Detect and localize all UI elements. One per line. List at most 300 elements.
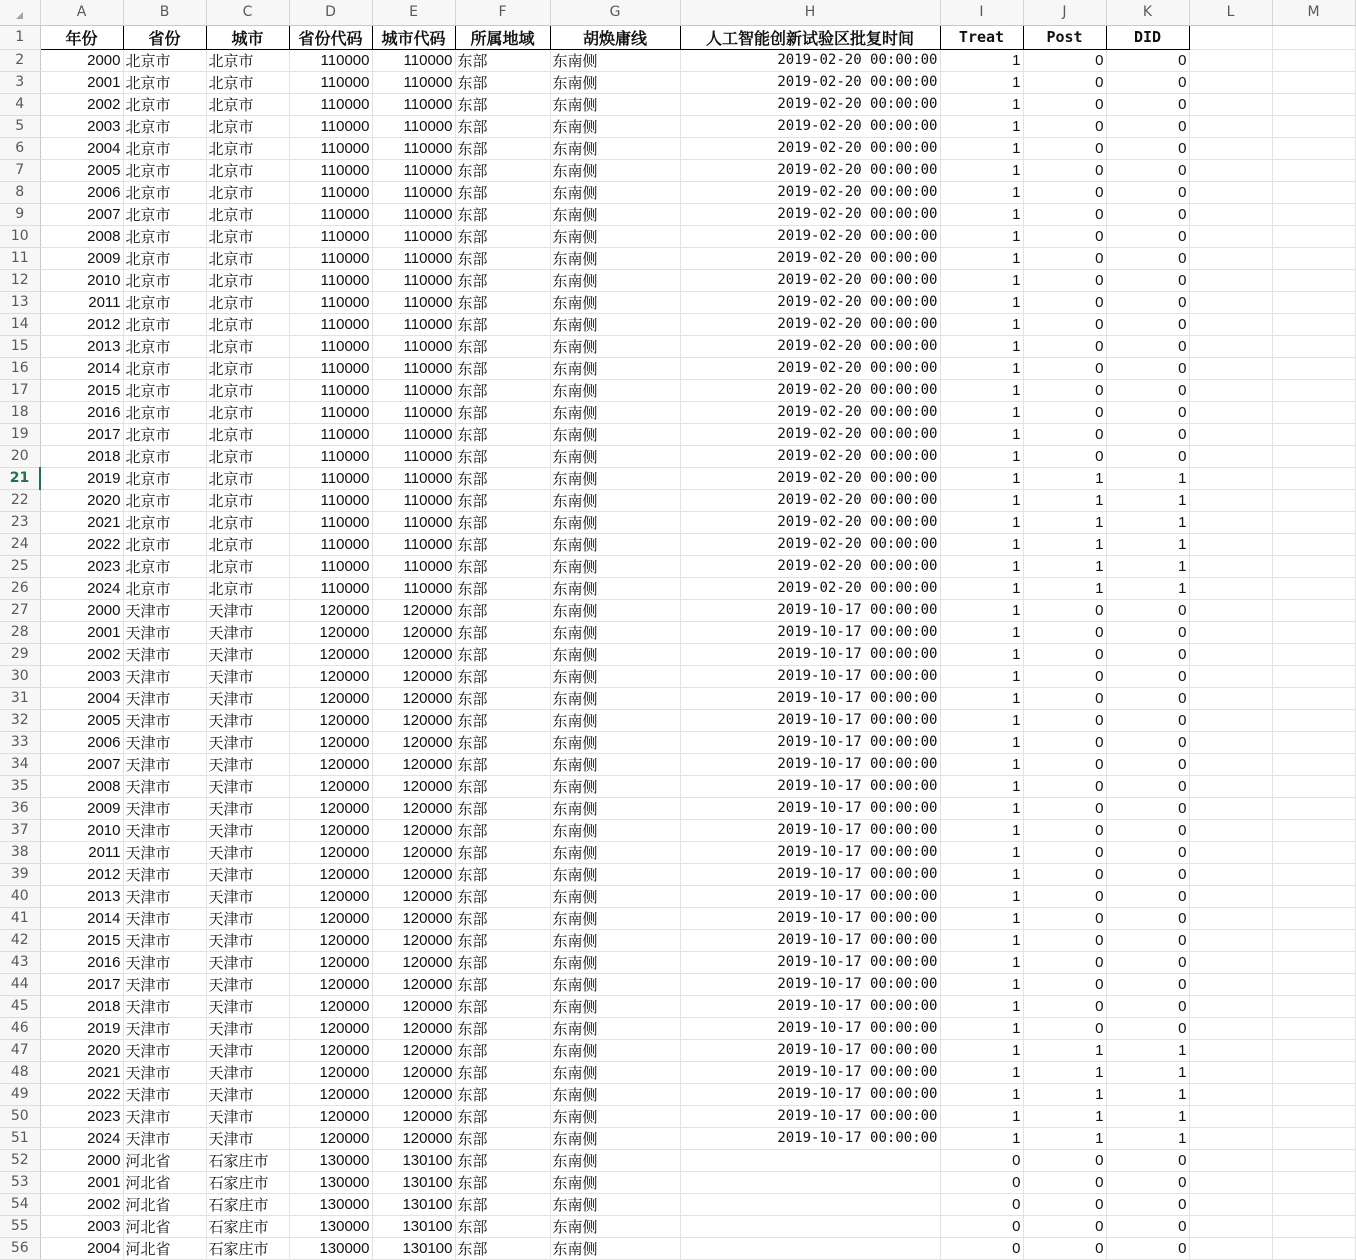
field-header-cell[interactable]: 所属地域 <box>455 25 550 49</box>
cell[interactable]: 东南侧 <box>550 423 680 445</box>
cell[interactable]: 110000 <box>289 93 372 115</box>
cell[interactable]: 0 <box>1106 907 1189 929</box>
cell[interactable]: 2019-10-17 00:00:00 <box>680 819 940 841</box>
cell[interactable]: 东南侧 <box>550 335 680 357</box>
cell[interactable]: 东部 <box>455 1105 550 1127</box>
cell[interactable] <box>1272 841 1355 863</box>
cell[interactable]: 河北省 <box>123 1237 206 1259</box>
cell[interactable]: 110000 <box>289 445 372 467</box>
cell[interactable]: 北京市 <box>123 225 206 247</box>
cell[interactable]: 2019-02-20 00:00:00 <box>680 71 940 93</box>
cell[interactable]: 0 <box>1023 995 1106 1017</box>
cell[interactable]: 120000 <box>372 797 455 819</box>
cell[interactable] <box>1189 929 1272 951</box>
cell[interactable]: 北京市 <box>206 203 289 225</box>
cell[interactable]: 东部 <box>455 423 550 445</box>
cell[interactable]: 110000 <box>372 225 455 247</box>
row-header[interactable]: 27 <box>0 599 40 621</box>
cell[interactable]: 1 <box>940 335 1023 357</box>
cell[interactable]: 1 <box>940 577 1023 599</box>
cell[interactable] <box>1272 885 1355 907</box>
cell[interactable]: 0 <box>1023 445 1106 467</box>
cell[interactable]: 120000 <box>289 643 372 665</box>
cell[interactable]: 天津市 <box>123 1061 206 1083</box>
cell[interactable]: 天津市 <box>206 797 289 819</box>
cell[interactable] <box>1272 489 1355 511</box>
cell[interactable] <box>1272 665 1355 687</box>
cell[interactable]: 0 <box>1106 1237 1189 1259</box>
cell[interactable]: 1 <box>940 819 1023 841</box>
cell[interactable]: 1 <box>940 907 1023 929</box>
cell[interactable]: 0 <box>1106 775 1189 797</box>
cell[interactable]: 东南侧 <box>550 1061 680 1083</box>
cell[interactable]: 0 <box>1023 137 1106 159</box>
cell[interactable]: 110000 <box>372 577 455 599</box>
cell[interactable]: 110000 <box>372 137 455 159</box>
cell[interactable]: 天津市 <box>206 1127 289 1149</box>
cell[interactable]: 0 <box>1106 181 1189 203</box>
cell[interactable]: 1 <box>940 225 1023 247</box>
cell[interactable]: 130000 <box>289 1215 372 1237</box>
cell[interactable]: 0 <box>1023 709 1106 731</box>
field-header-cell[interactable]: 省份 <box>123 25 206 49</box>
cell[interactable]: 1 <box>1023 1105 1106 1127</box>
cell[interactable]: 1 <box>940 1105 1023 1127</box>
cell[interactable]: 110000 <box>289 577 372 599</box>
cell[interactable]: 110000 <box>372 401 455 423</box>
cell[interactable]: 2019-10-17 00:00:00 <box>680 753 940 775</box>
cell[interactable]: 120000 <box>289 753 372 775</box>
cell[interactable]: 1 <box>940 93 1023 115</box>
cell[interactable]: 北京市 <box>206 379 289 401</box>
row-header[interactable]: 36 <box>0 797 40 819</box>
cell[interactable]: 1 <box>940 1083 1023 1105</box>
cell[interactable]: 120000 <box>372 995 455 1017</box>
cell[interactable]: 110000 <box>372 269 455 291</box>
row-header[interactable]: 10 <box>0 225 40 247</box>
cell[interactable]: 东南侧 <box>550 533 680 555</box>
cell[interactable]: 东南侧 <box>550 819 680 841</box>
cell[interactable]: 东部 <box>455 181 550 203</box>
cell[interactable]: 1 <box>1106 467 1189 489</box>
cell[interactable] <box>1272 1171 1355 1193</box>
cell[interactable]: 0 <box>940 1215 1023 1237</box>
cell[interactable]: 北京市 <box>206 181 289 203</box>
field-header-cell[interactable]: 城市 <box>206 25 289 49</box>
cell[interactable]: 130100 <box>372 1237 455 1259</box>
field-header-cell[interactable] <box>1272 25 1355 49</box>
cell[interactable]: 2019-10-17 00:00:00 <box>680 973 940 995</box>
cell[interactable]: 110000 <box>372 423 455 445</box>
cell[interactable]: 2019-02-20 00:00:00 <box>680 357 940 379</box>
cell[interactable]: 0 <box>1023 159 1106 181</box>
cell[interactable]: 0 <box>1106 863 1189 885</box>
cell[interactable] <box>1189 973 1272 995</box>
cell[interactable]: 2016 <box>40 401 123 423</box>
cell[interactable]: 2018 <box>40 995 123 1017</box>
cell[interactable]: 天津市 <box>206 995 289 1017</box>
cell[interactable]: 北京市 <box>206 533 289 555</box>
cell[interactable]: 120000 <box>372 1105 455 1127</box>
cell[interactable]: 1 <box>940 599 1023 621</box>
row-header[interactable]: 12 <box>0 269 40 291</box>
cell[interactable]: 0 <box>1106 665 1189 687</box>
cell[interactable]: 1 <box>940 489 1023 511</box>
cell[interactable]: 0 <box>1106 1171 1189 1193</box>
cell[interactable]: 2019-10-17 00:00:00 <box>680 907 940 929</box>
cell[interactable]: 2021 <box>40 1061 123 1083</box>
cell[interactable]: 110000 <box>289 247 372 269</box>
cell[interactable]: 2009 <box>40 247 123 269</box>
row-header[interactable]: 2 <box>0 49 40 71</box>
cell[interactable]: 110000 <box>372 291 455 313</box>
cell[interactable]: 东南侧 <box>550 1083 680 1105</box>
cell[interactable] <box>1189 137 1272 159</box>
cell[interactable] <box>1189 203 1272 225</box>
cell[interactable]: 0 <box>1106 423 1189 445</box>
cell[interactable]: 1 <box>940 401 1023 423</box>
cell[interactable]: 东部 <box>455 775 550 797</box>
cell[interactable]: 0 <box>1023 951 1106 973</box>
cell[interactable]: 东南侧 <box>550 269 680 291</box>
cell[interactable]: 天津市 <box>206 863 289 885</box>
cell[interactable]: 0 <box>1106 1215 1189 1237</box>
row-header[interactable]: 8 <box>0 181 40 203</box>
cell[interactable]: 天津市 <box>123 819 206 841</box>
cell[interactable]: 2015 <box>40 929 123 951</box>
cell[interactable]: 东南侧 <box>550 577 680 599</box>
column-header-j[interactable]: J <box>1023 0 1106 25</box>
cell[interactable] <box>1272 929 1355 951</box>
cell[interactable] <box>1189 797 1272 819</box>
cell[interactable]: 2013 <box>40 335 123 357</box>
cell[interactable]: 1 <box>940 511 1023 533</box>
cell[interactable]: 东部 <box>455 907 550 929</box>
cell[interactable]: 2019-10-17 00:00:00 <box>680 1083 940 1105</box>
cell[interactable]: 东南侧 <box>550 379 680 401</box>
cell[interactable]: 东部 <box>455 1017 550 1039</box>
cell[interactable]: 2019-10-17 00:00:00 <box>680 885 940 907</box>
cell[interactable]: 1 <box>1106 1083 1189 1105</box>
cell[interactable]: 天津市 <box>206 731 289 753</box>
cell[interactable]: 120000 <box>289 951 372 973</box>
cell[interactable]: 120000 <box>289 973 372 995</box>
cell[interactable]: 东部 <box>455 731 550 753</box>
column-header-i[interactable]: I <box>940 0 1023 25</box>
cell[interactable]: 东部 <box>455 511 550 533</box>
cell[interactable]: 天津市 <box>206 1105 289 1127</box>
cell[interactable]: 2003 <box>40 665 123 687</box>
cell[interactable]: 2007 <box>40 753 123 775</box>
cell[interactable]: 天津市 <box>123 797 206 819</box>
cell[interactable]: 110000 <box>372 357 455 379</box>
cell[interactable]: 0 <box>1023 1171 1106 1193</box>
cell[interactable]: 东部 <box>455 819 550 841</box>
cell[interactable]: 0 <box>1023 929 1106 951</box>
cell[interactable]: 0 <box>1023 115 1106 137</box>
cell[interactable] <box>1272 335 1355 357</box>
cell[interactable]: 2019-10-17 00:00:00 <box>680 863 940 885</box>
cell[interactable]: 0 <box>1023 357 1106 379</box>
cell[interactable]: 2001 <box>40 71 123 93</box>
cell[interactable]: 1 <box>1106 1105 1189 1127</box>
cell[interactable]: 北京市 <box>123 71 206 93</box>
cell[interactable]: 天津市 <box>123 775 206 797</box>
cell[interactable]: 0 <box>1106 841 1189 863</box>
cell[interactable]: 东部 <box>455 137 550 159</box>
cell[interactable]: 130100 <box>372 1171 455 1193</box>
cell[interactable]: 2000 <box>40 49 123 71</box>
cell[interactable]: 2019-10-17 00:00:00 <box>680 797 940 819</box>
cell[interactable]: 2023 <box>40 555 123 577</box>
cell[interactable]: 天津市 <box>123 687 206 709</box>
cell[interactable]: 2019-02-20 00:00:00 <box>680 49 940 71</box>
cell[interactable]: 120000 <box>289 885 372 907</box>
cell[interactable]: 东南侧 <box>550 1017 680 1039</box>
cell[interactable]: 0 <box>1023 269 1106 291</box>
cell[interactable]: 东部 <box>455 797 550 819</box>
cell[interactable] <box>1272 1149 1355 1171</box>
cell[interactable]: 2019-02-20 00:00:00 <box>680 511 940 533</box>
cell[interactable]: 120000 <box>372 665 455 687</box>
cell[interactable]: 天津市 <box>206 643 289 665</box>
cell[interactable] <box>1189 401 1272 423</box>
row-header[interactable]: 45 <box>0 995 40 1017</box>
row-header[interactable]: 26 <box>0 577 40 599</box>
cell[interactable]: 天津市 <box>206 1083 289 1105</box>
cell[interactable]: 北京市 <box>206 137 289 159</box>
cell[interactable]: 东南侧 <box>550 489 680 511</box>
cell[interactable]: 110000 <box>289 49 372 71</box>
cell[interactable]: 120000 <box>289 1017 372 1039</box>
cell[interactable]: 天津市 <box>206 1061 289 1083</box>
cell[interactable]: 北京市 <box>206 467 289 489</box>
cell[interactable]: 2015 <box>40 379 123 401</box>
cell[interactable]: 北京市 <box>123 445 206 467</box>
cell[interactable] <box>1272 643 1355 665</box>
cell[interactable]: 110000 <box>372 489 455 511</box>
cell[interactable]: 东南侧 <box>550 115 680 137</box>
cell[interactable]: 0 <box>1106 1017 1189 1039</box>
cell[interactable]: 天津市 <box>123 951 206 973</box>
cell[interactable] <box>1189 577 1272 599</box>
cell[interactable]: 2019-10-17 00:00:00 <box>680 621 940 643</box>
cell[interactable] <box>1272 533 1355 555</box>
row-header[interactable]: 4 <box>0 93 40 115</box>
cell[interactable]: 2014 <box>40 907 123 929</box>
cell[interactable]: 1 <box>940 1127 1023 1149</box>
cell[interactable] <box>1189 907 1272 929</box>
cell[interactable]: 1 <box>940 49 1023 71</box>
cell[interactable]: 110000 <box>372 555 455 577</box>
field-header-cell[interactable]: 年份 <box>40 25 123 49</box>
cell[interactable]: 120000 <box>372 951 455 973</box>
field-header-cell[interactable]: Treat <box>940 25 1023 49</box>
cell[interactable]: 东南侧 <box>550 357 680 379</box>
cell[interactable]: 120000 <box>289 995 372 1017</box>
cell[interactable] <box>1189 49 1272 71</box>
cell[interactable]: 2019-10-17 00:00:00 <box>680 731 940 753</box>
cell[interactable]: 110000 <box>289 401 372 423</box>
cell[interactable] <box>1272 1127 1355 1149</box>
cell[interactable]: 2019-02-20 00:00:00 <box>680 247 940 269</box>
cell[interactable]: 1 <box>940 291 1023 313</box>
cell[interactable] <box>1272 93 1355 115</box>
cell[interactable]: 2005 <box>40 159 123 181</box>
cell[interactable]: 1 <box>1023 555 1106 577</box>
cell[interactable]: 东部 <box>455 665 550 687</box>
cell[interactable]: 120000 <box>372 621 455 643</box>
cell[interactable]: 1 <box>940 973 1023 995</box>
cell[interactable]: 2012 <box>40 313 123 335</box>
cell[interactable]: 2000 <box>40 599 123 621</box>
cell[interactable]: 天津市 <box>206 599 289 621</box>
cell[interactable] <box>1272 423 1355 445</box>
cell[interactable]: 110000 <box>372 247 455 269</box>
cell[interactable]: 120000 <box>289 1105 372 1127</box>
cell[interactable]: 天津市 <box>123 1039 206 1061</box>
column-header-d[interactable]: D <box>289 0 372 25</box>
cell[interactable]: 0 <box>1023 1017 1106 1039</box>
cell[interactable]: 天津市 <box>123 841 206 863</box>
cell[interactable]: 0 <box>1106 269 1189 291</box>
cell[interactable]: 110000 <box>372 115 455 137</box>
cell[interactable]: 2024 <box>40 1127 123 1149</box>
column-header-h[interactable]: H <box>680 0 940 25</box>
cell[interactable]: 120000 <box>372 929 455 951</box>
cell[interactable] <box>1189 863 1272 885</box>
cell[interactable] <box>1272 577 1355 599</box>
cell[interactable]: 0 <box>1023 731 1106 753</box>
cell[interactable]: 2023 <box>40 1105 123 1127</box>
cell[interactable]: 北京市 <box>206 49 289 71</box>
cell[interactable]: 2019-10-17 00:00:00 <box>680 709 940 731</box>
cell[interactable]: 石家庄市 <box>206 1171 289 1193</box>
cell[interactable]: 1 <box>940 775 1023 797</box>
cell[interactable] <box>1272 775 1355 797</box>
cell[interactable]: 东部 <box>455 269 550 291</box>
cell[interactable]: 120000 <box>372 687 455 709</box>
cell[interactable] <box>1189 1193 1272 1215</box>
cell[interactable] <box>1189 995 1272 1017</box>
row-header[interactable]: 19 <box>0 423 40 445</box>
cell[interactable]: 北京市 <box>123 533 206 555</box>
row-header[interactable]: 20 <box>0 445 40 467</box>
cell[interactable] <box>1272 973 1355 995</box>
cell[interactable]: 东南侧 <box>550 225 680 247</box>
cell[interactable]: 1 <box>1106 1039 1189 1061</box>
cell[interactable]: 0 <box>1106 643 1189 665</box>
cell[interactable]: 1 <box>940 445 1023 467</box>
cell[interactable] <box>1189 753 1272 775</box>
cell[interactable]: 1 <box>1106 1061 1189 1083</box>
cell[interactable]: 东南侧 <box>550 621 680 643</box>
cell[interactable] <box>680 1193 940 1215</box>
cell[interactable]: 河北省 <box>123 1149 206 1171</box>
cell[interactable]: 120000 <box>372 643 455 665</box>
cell[interactable] <box>1189 1237 1272 1259</box>
cell[interactable] <box>1189 1127 1272 1149</box>
cell[interactable] <box>1272 137 1355 159</box>
row-header[interactable]: 43 <box>0 951 40 973</box>
cell[interactable]: 0 <box>1106 753 1189 775</box>
cell[interactable]: 120000 <box>372 731 455 753</box>
cell[interactable]: 天津市 <box>123 599 206 621</box>
row-header[interactable]: 24 <box>0 533 40 555</box>
cell[interactable]: 1 <box>1106 577 1189 599</box>
row-header[interactable]: 29 <box>0 643 40 665</box>
cell[interactable]: 0 <box>1023 863 1106 885</box>
cell[interactable]: 110000 <box>372 445 455 467</box>
row-header[interactable]: 5 <box>0 115 40 137</box>
cell[interactable]: 2008 <box>40 225 123 247</box>
cell[interactable]: 2019-02-20 00:00:00 <box>680 291 940 313</box>
row-header[interactable]: 40 <box>0 885 40 907</box>
cell[interactable]: 天津市 <box>123 1127 206 1149</box>
cell[interactable]: 110000 <box>289 137 372 159</box>
cell[interactable]: 东部 <box>455 621 550 643</box>
row-header[interactable]: 48 <box>0 1061 40 1083</box>
cell[interactable]: 2011 <box>40 291 123 313</box>
cell[interactable]: 东部 <box>455 357 550 379</box>
cell[interactable]: 1 <box>1106 1127 1189 1149</box>
column-header-l[interactable]: L <box>1189 0 1272 25</box>
cell[interactable]: 东部 <box>455 995 550 1017</box>
column-header-a[interactable]: A <box>40 0 123 25</box>
row-header[interactable]: 15 <box>0 335 40 357</box>
cell[interactable]: 0 <box>1106 995 1189 1017</box>
cell[interactable]: 北京市 <box>123 137 206 159</box>
cell[interactable]: 东部 <box>455 93 550 115</box>
cell[interactable]: 0 <box>1023 93 1106 115</box>
cell[interactable]: 0 <box>1106 885 1189 907</box>
cell[interactable]: 北京市 <box>123 423 206 445</box>
cell[interactable] <box>1272 401 1355 423</box>
cell[interactable]: 天津市 <box>206 1017 289 1039</box>
cell[interactable]: 120000 <box>289 621 372 643</box>
cell[interactable]: 130000 <box>289 1171 372 1193</box>
cell[interactable]: 120000 <box>372 709 455 731</box>
cell[interactable]: 0 <box>1023 1193 1106 1215</box>
cell[interactable]: 东部 <box>455 577 550 599</box>
cell[interactable]: 东南侧 <box>550 313 680 335</box>
cell[interactable]: 0 <box>1023 423 1106 445</box>
cell[interactable]: 东部 <box>455 1083 550 1105</box>
cell[interactable]: 1 <box>940 643 1023 665</box>
cell[interactable]: 河北省 <box>123 1171 206 1193</box>
cell[interactable]: 2019-02-20 00:00:00 <box>680 115 940 137</box>
cell[interactable]: 110000 <box>289 489 372 511</box>
cell[interactable]: 1 <box>940 995 1023 1017</box>
cell[interactable]: 东部 <box>455 753 550 775</box>
cell[interactable]: 东部 <box>455 885 550 907</box>
cell[interactable]: 1 <box>1023 1083 1106 1105</box>
row-header[interactable]: 17 <box>0 379 40 401</box>
row-header[interactable]: 32 <box>0 709 40 731</box>
cell[interactable]: 0 <box>1106 951 1189 973</box>
cell[interactable] <box>1272 1061 1355 1083</box>
cell[interactable] <box>1189 709 1272 731</box>
cell[interactable]: 110000 <box>289 115 372 137</box>
cell[interactable]: 2004 <box>40 137 123 159</box>
cell[interactable]: 110000 <box>289 467 372 489</box>
field-header-cell[interactable]: 人工智能创新试验区批复时间 <box>680 25 940 49</box>
cell[interactable]: 1 <box>940 555 1023 577</box>
row-header[interactable]: 13 <box>0 291 40 313</box>
cell[interactable]: 东南侧 <box>550 973 680 995</box>
cell[interactable]: 1 <box>940 951 1023 973</box>
cell[interactable]: 2019-02-20 00:00:00 <box>680 159 940 181</box>
